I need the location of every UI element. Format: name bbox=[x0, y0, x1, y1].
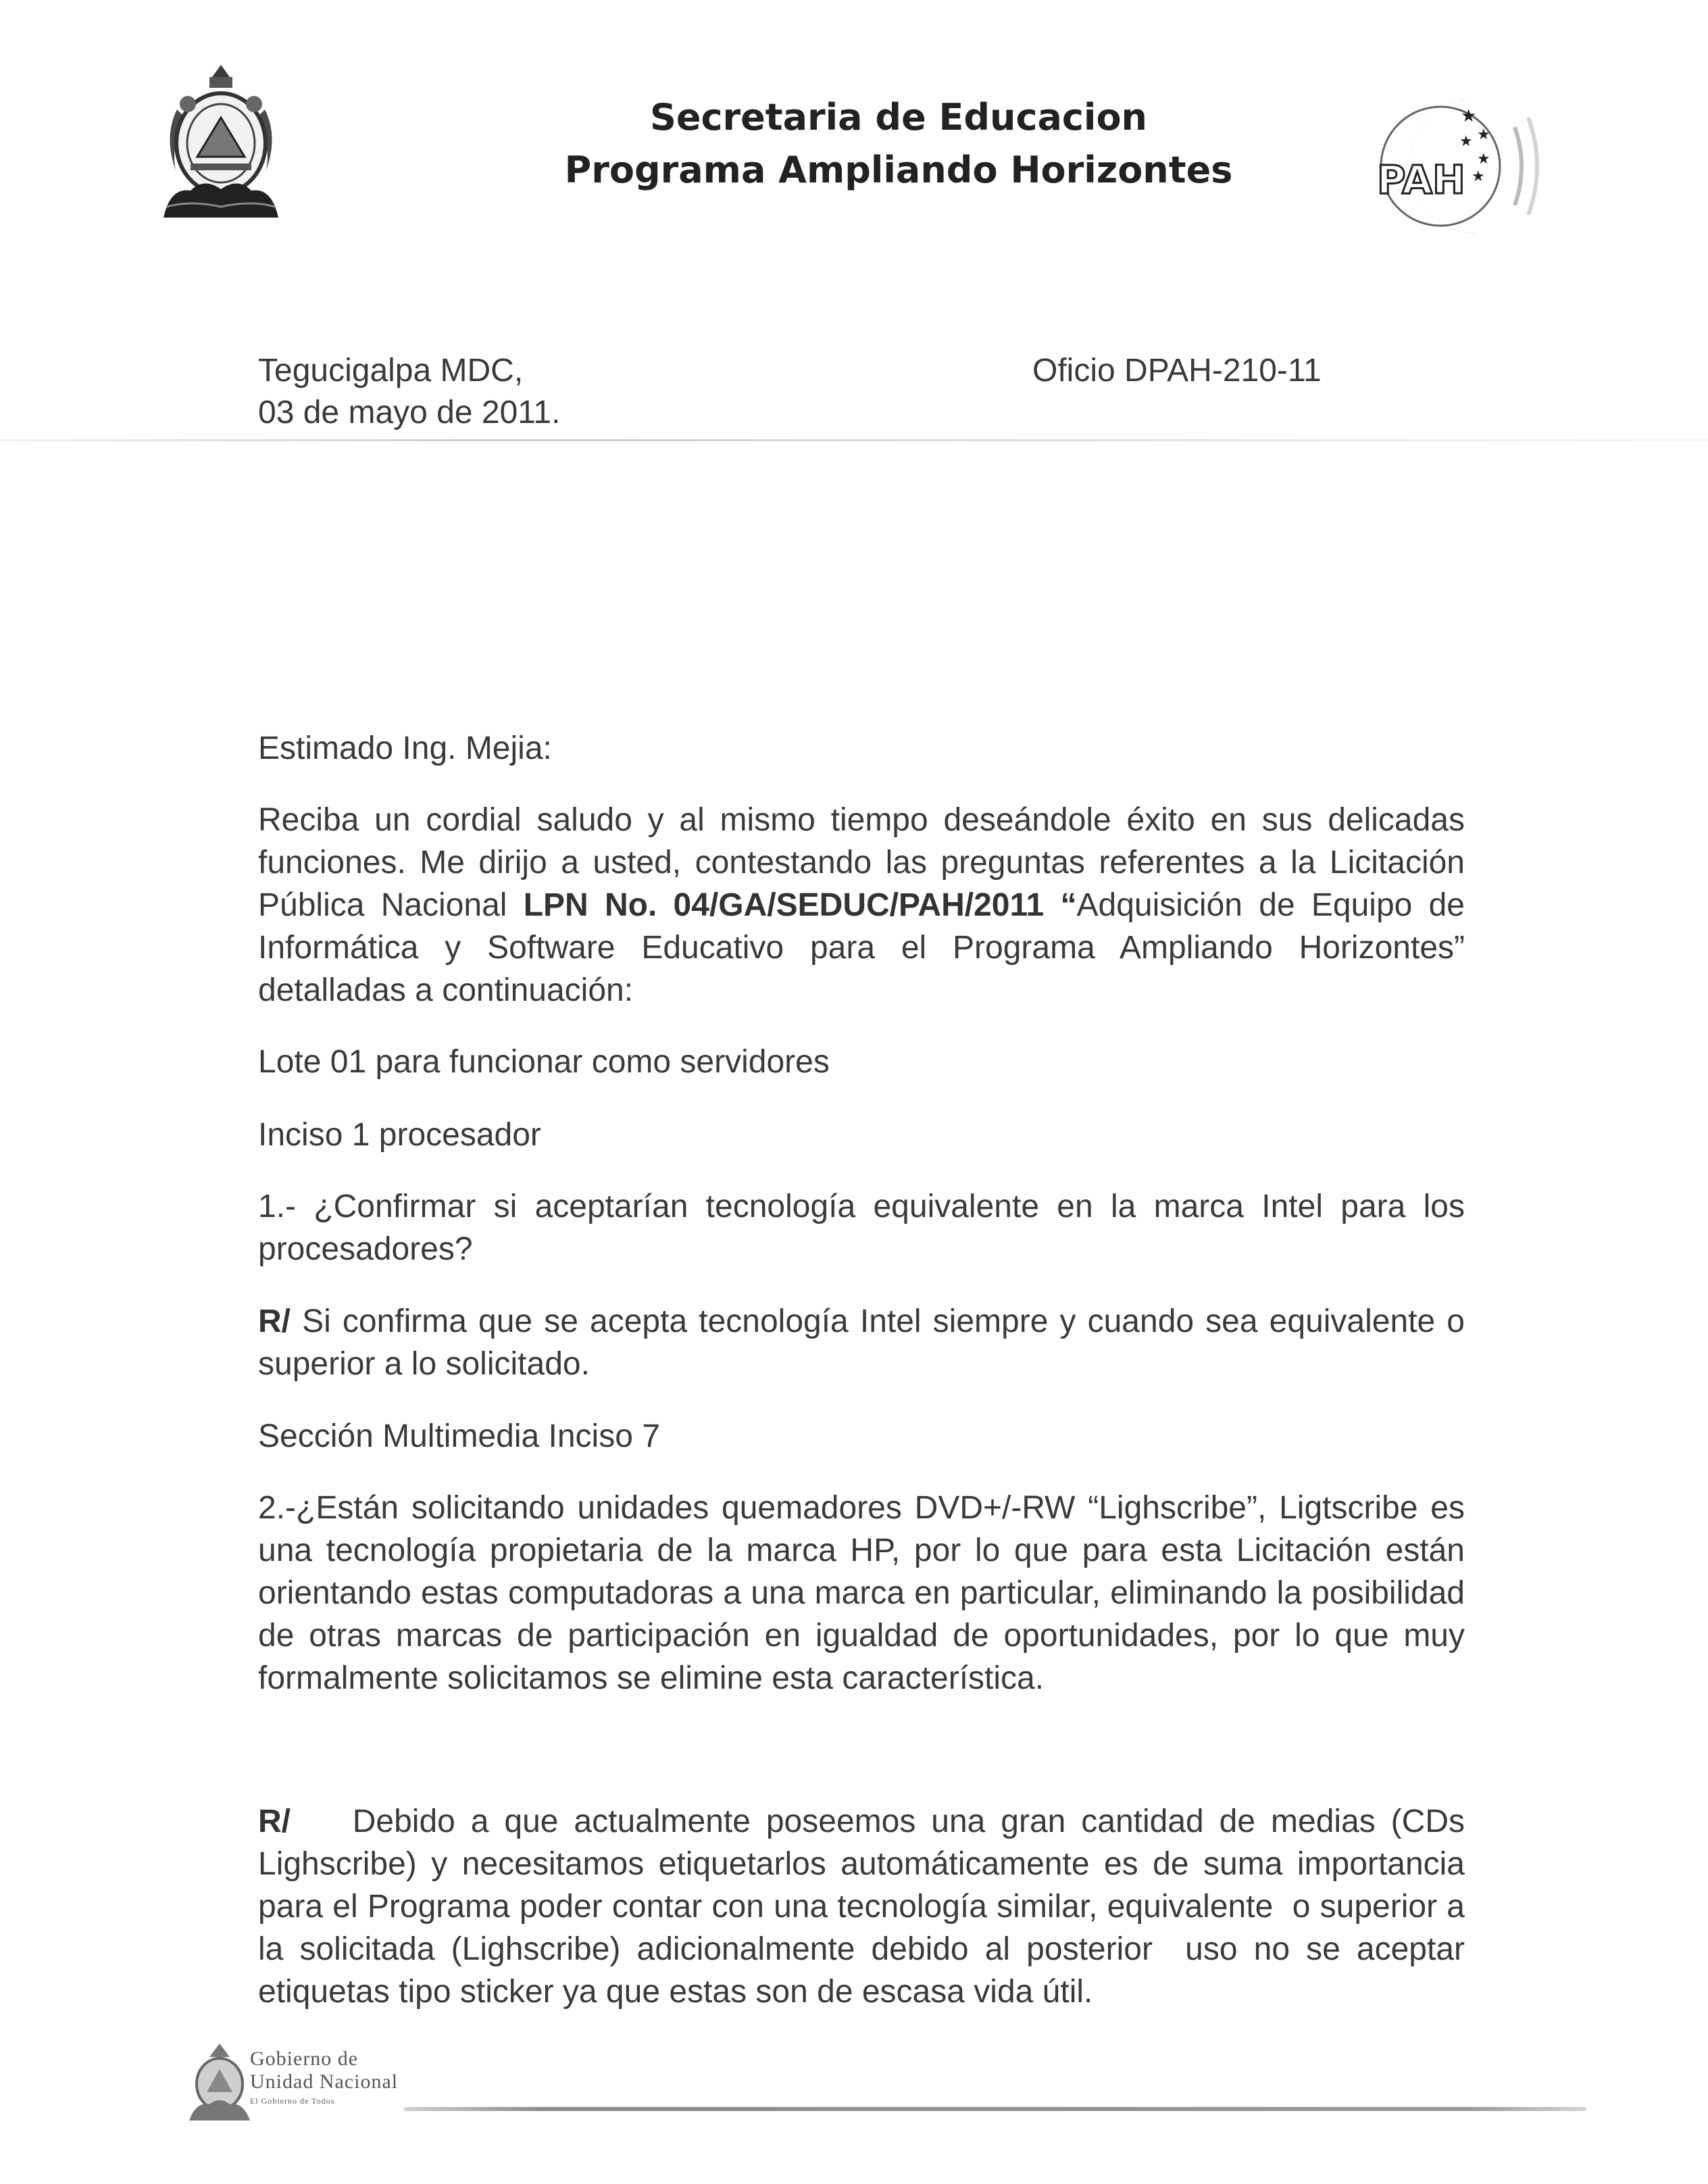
answer-2-prefix: R/ bbox=[258, 1804, 291, 1839]
gov-line-1: Gobierno de bbox=[250, 2048, 359, 2070]
svg-text:★: ★ bbox=[1472, 168, 1485, 185]
header-title-ministry: Secretaria de Educacion bbox=[650, 96, 1147, 139]
question-2-text: 2.-¿Están solicitando unidades quemadores DVD+/-RW “Lighscribe”, Ligtscribe es una tecnología propietaria de la marca HP, por lo que para esta Licitación están orientando estas computadoras a una marca en particular, eliminando la posibilidad de otras marcas de participación en igualdad de oportunidades, por lo que muy formalmente solicitamos se elimine esta característica. bbox=[258, 1490, 1465, 1696]
question-1-text: 1.- ¿Confirmar si aceptarían tecnología equivalente en la marca Intel para los procesadores? bbox=[258, 1189, 1465, 1267]
footer-rule bbox=[404, 2107, 1586, 2111]
svg-text:★: ★ bbox=[1461, 106, 1477, 126]
intro-quote-open: “ bbox=[1044, 887, 1077, 923]
letter-date: 03 de mayo de 2011. bbox=[258, 395, 561, 430]
answer-1-text: Si confirma que se acepta tecnología Intel siempre y cuando sea equivalente o superior a lo solicitado. bbox=[258, 1304, 1465, 1382]
greeting: Estimado Ing. Mejia: bbox=[258, 730, 552, 766]
pah-logo-icon bbox=[1358, 80, 1561, 249]
government-emblem-icon bbox=[182, 2039, 257, 2126]
scan-divider bbox=[0, 439, 1708, 441]
question-2 bbox=[258, 1487, 1465, 1699]
letter-city: Tegucigalpa MDC, bbox=[258, 353, 524, 389]
lote-heading: Lote 01 para funcionar como servidores bbox=[258, 1044, 830, 1080]
coat-of-arms-icon bbox=[150, 62, 292, 228]
intro-text-continued: Adquisición de Equipo de Informática y Software Educativo para el Programa Ampliando Horizontes” detalladas a continuación: bbox=[258, 887, 1465, 1008]
question-1 bbox=[258, 1185, 1465, 1270]
letter-reference: Oficio DPAH-210-11 bbox=[1032, 353, 1322, 389]
intro-paragraph bbox=[258, 799, 1465, 1012]
section-heading: Sección Multimedia Inciso 7 bbox=[258, 1418, 660, 1454]
intro-text: Reciba un cordial saludo y al mismo tiempo deseándole éxito en sus delicadas funciones. Me dirijo a usted, contestando las preguntas referentes a la Licitación Pública Nacional bbox=[258, 802, 1465, 923]
inciso-heading: Inciso 1 procesador bbox=[258, 1117, 541, 1153]
svg-text:★: ★ bbox=[1477, 151, 1490, 168]
svg-text:★: ★ bbox=[1477, 126, 1490, 143]
answer-2 bbox=[258, 1800, 1474, 2013]
answer-1 bbox=[258, 1300, 1465, 1385]
svg-text:PAH: PAH bbox=[1377, 157, 1465, 203]
gov-line-2: Unidad Nacional bbox=[250, 2070, 399, 2093]
svg-text:★: ★ bbox=[1459, 133, 1473, 150]
tender-code: LPN No. 04/GA/SEDUC/PAH/2011 bbox=[523, 887, 1045, 923]
gov-line-3: El Gobierno de Todos bbox=[250, 2096, 335, 2106]
answer-2-text: Debido a que actualmente poseemos una gran cantidad de medias (CDs Lighscribe) y necesitamos etiquetarlos automáticamente es de suma importancia para el Programa poder contar con una tecnología similar, equivalente o superior a la solicitada (Lighscribe) adicionalmente debido al posterior uso no se aceptar etiquetas tipo sticker ya que estas son de escasa vida útil. bbox=[258, 1804, 1474, 2010]
answer-1-prefix: R/ bbox=[258, 1304, 291, 1339]
header-title-program: Programa Ampliando Horizontes bbox=[564, 149, 1233, 191]
